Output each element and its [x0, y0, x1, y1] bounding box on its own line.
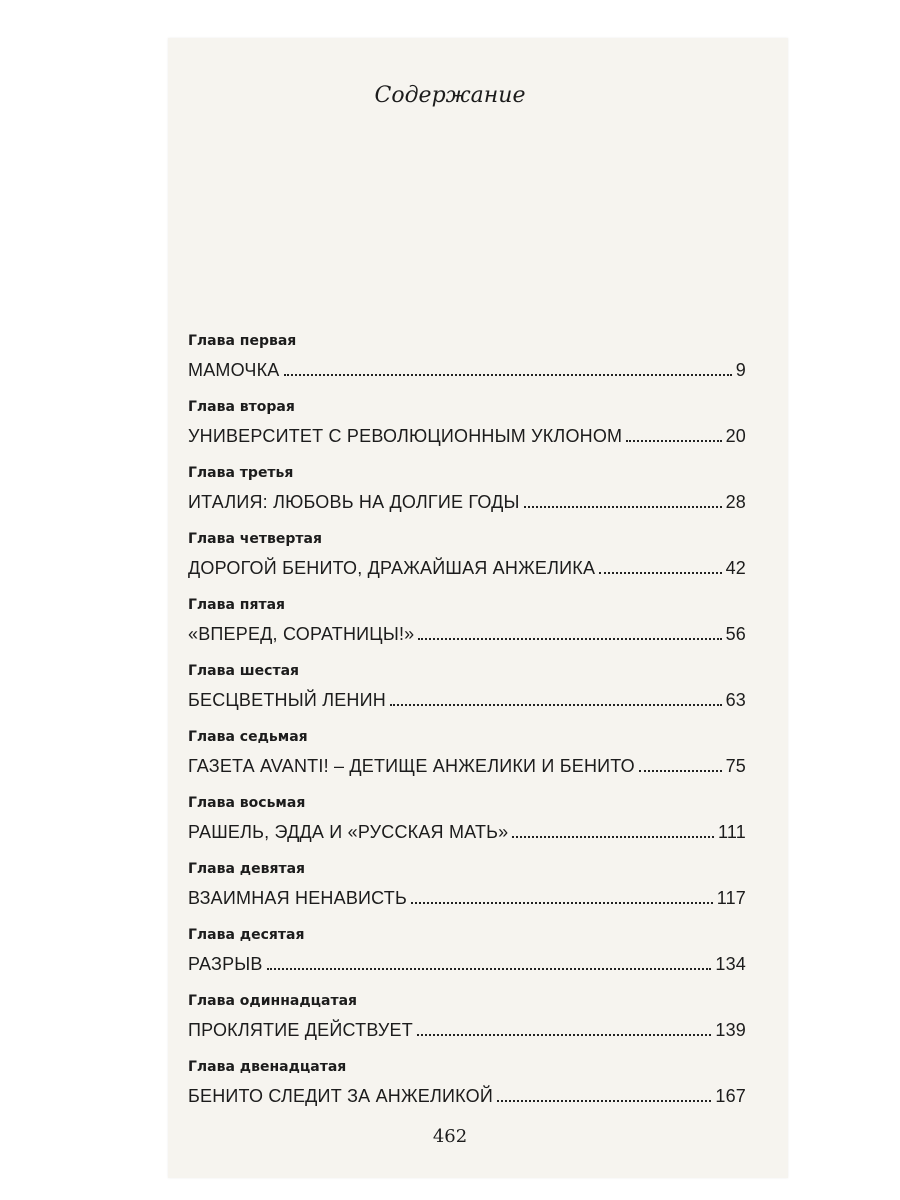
- toc-entry[interactable]: [188, 926, 746, 992]
- chapter-title: РАЗРЫВ: [188, 954, 263, 974]
- table-of-contents: [188, 332, 746, 1124]
- chapter-title: «ВПЕРЕД, СОРАТНИЦЫ!»: [188, 624, 415, 644]
- chapter-number: Глава третья: [188, 465, 294, 481]
- dot-leader: [418, 638, 721, 640]
- page-ref: 9: [735, 360, 746, 380]
- dot-leader: [390, 704, 722, 706]
- chapter-title: ИТАЛИЯ: ЛЮБОВЬ НА ДОЛГИЕ ГОДЫ: [188, 492, 520, 512]
- chapter-title: МАМОЧКА: [188, 360, 280, 380]
- chapter-title: БЕНИТО СЛЕДИТ ЗА АНЖЕЛИКОЙ: [188, 1086, 493, 1106]
- page-ref: 117: [716, 888, 746, 908]
- chapter-number: Глава восьмая: [188, 795, 306, 811]
- toc-entry[interactable]: [188, 398, 746, 464]
- toc-line: [188, 754, 746, 778]
- dot-leader: [639, 770, 722, 772]
- toc-entry[interactable]: [188, 530, 746, 596]
- chapter-number: Глава четвертая: [188, 531, 322, 547]
- page-title: Содержание: [374, 83, 526, 108]
- page-ref: 139: [715, 1020, 746, 1040]
- page-number: 462: [432, 1126, 468, 1147]
- page-ref: 63: [725, 690, 746, 710]
- toc-entry[interactable]: [188, 662, 746, 728]
- toc-line: [188, 952, 746, 976]
- toc-entry[interactable]: [188, 1058, 746, 1124]
- toc-entry[interactable]: [188, 860, 746, 926]
- dot-leader: [267, 968, 712, 970]
- chapter-number: Глава десятая: [188, 927, 305, 943]
- chapter-title: УНИВЕРСИТЕТ С РЕВОЛЮЦИОННЫМ УКЛОНОМ: [188, 426, 623, 446]
- page-ref: 42: [725, 558, 746, 578]
- toc-line: [188, 424, 746, 448]
- chapter-title: РАШЕЛЬ, ЭДДА И «РУССКАЯ МАТЬ»: [188, 822, 509, 842]
- chapter-number: Глава одиннадцатая: [188, 993, 358, 1009]
- chapter-title: ВЗАИМНАЯ НЕНАВИСТЬ: [188, 888, 407, 908]
- page-ref: 167: [715, 1086, 746, 1106]
- chapter-number: Глава девятая: [188, 861, 306, 877]
- dot-leader: [284, 374, 732, 376]
- chapter-title: ПРОКЛЯТИЕ ДЕЙСТВУЕТ: [188, 1020, 413, 1040]
- page-ref: 134: [715, 954, 746, 974]
- toc-line: [188, 886, 746, 910]
- toc-line: [188, 622, 746, 646]
- toc-line: [188, 820, 746, 844]
- chapter-number: Глава двенадцатая: [188, 1059, 347, 1075]
- dot-leader: [626, 440, 721, 442]
- toc-entry[interactable]: [188, 596, 746, 662]
- dot-leader: [524, 506, 722, 508]
- toc-line: [188, 556, 746, 580]
- toc-entry[interactable]: [188, 992, 746, 1058]
- chapter-number: Глава первая: [188, 333, 297, 349]
- page-ref: 28: [725, 492, 746, 512]
- chapter-number: Глава вторая: [188, 399, 295, 415]
- toc-entry[interactable]: [188, 332, 746, 398]
- dot-leader: [512, 836, 714, 838]
- toc-line: [188, 688, 746, 712]
- page-ref: 75: [725, 756, 746, 776]
- toc-line: [188, 1084, 746, 1108]
- chapter-number: Глава шестая: [188, 663, 300, 679]
- toc-line: [188, 490, 746, 514]
- chapter-title: БЕСЦВЕТНЫЙ ЛЕНИН: [188, 690, 386, 710]
- toc-entry[interactable]: [188, 728, 746, 794]
- toc-line: [188, 1018, 746, 1042]
- page-ref: 111: [718, 822, 746, 842]
- toc-line: [188, 358, 746, 382]
- page-ref: 20: [725, 426, 746, 446]
- dot-leader: [417, 1034, 711, 1036]
- chapter-number: Глава пятая: [188, 597, 286, 613]
- chapter-number: Глава седьмая: [188, 729, 308, 745]
- chapter-title: ГАЗЕТА AVANTI! – ДЕТИЩЕ АНЖЕЛИКИ И БЕНИТО: [188, 756, 635, 776]
- dot-leader: [497, 1100, 711, 1102]
- page-ref: 56: [725, 624, 746, 644]
- dot-leader: [411, 902, 713, 904]
- dot-leader: [599, 572, 721, 574]
- toc-entry[interactable]: [188, 464, 746, 530]
- toc-entry[interactable]: [188, 794, 746, 860]
- chapter-title: ДОРОГОЙ БЕНИТО, ДРАЖАЙШАЯ АНЖЕЛИКА: [188, 558, 596, 578]
